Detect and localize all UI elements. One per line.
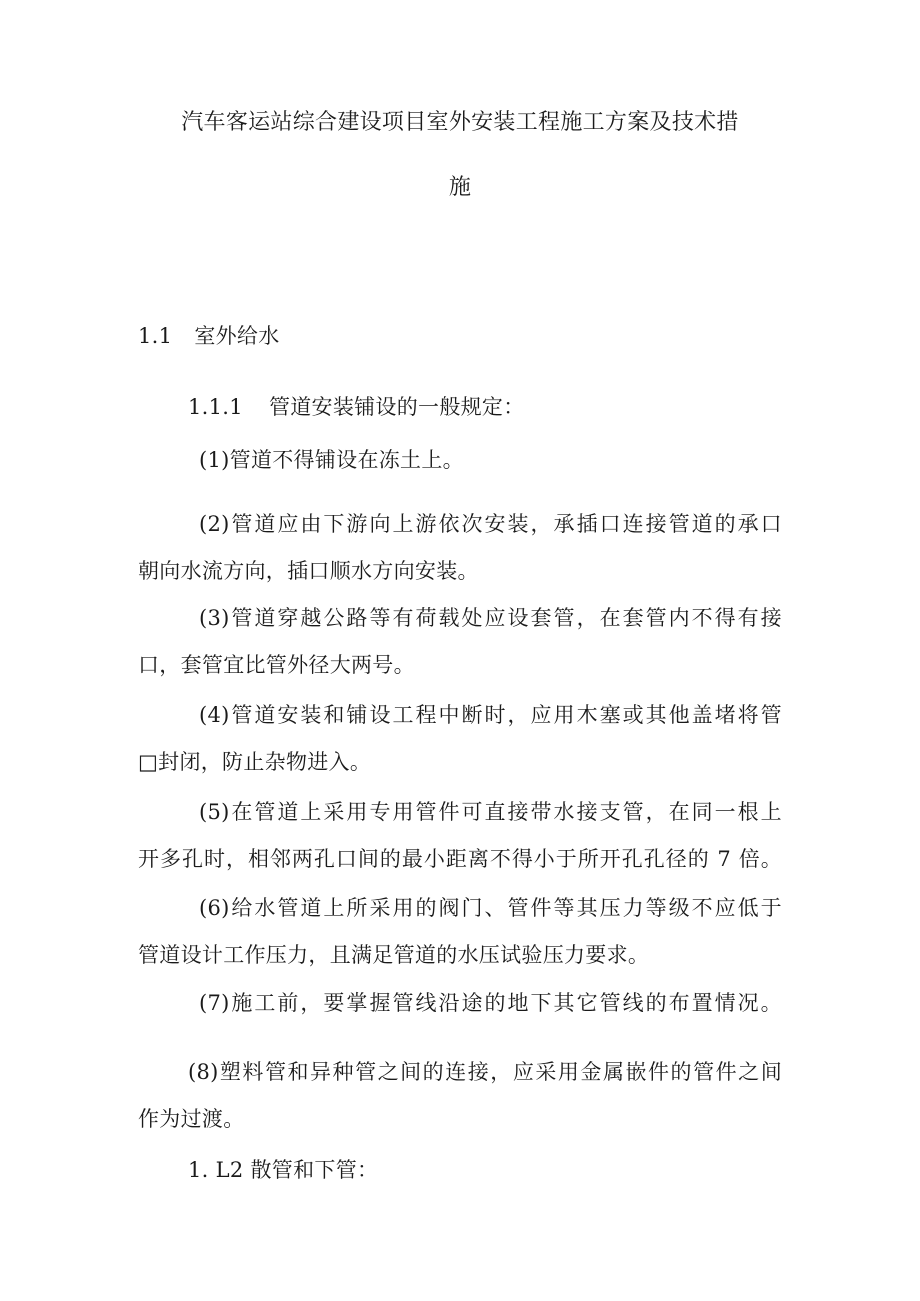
subsection-number: 1.1.1 <box>188 395 243 419</box>
next-heading: 1. L2 散管和下管： <box>188 1158 379 1182</box>
item-8-line-2: 作为过渡。 <box>138 1107 245 1131</box>
item-2-line-2: 朝向水流方向，插口顺水方向安装。 <box>138 559 479 583</box>
item-3-line-1: (3)管道穿越公路等有荷载处应设套管，在套管内不得有接 <box>199 606 782 630</box>
item-5-line-2: 开多孔时，相邻两孔口间的最小距离不得小于所开孔孔径的 7 倍。 <box>138 847 782 871</box>
section-title: 室外给水 <box>194 324 280 348</box>
item-2-line-1: (2)管道应由下游向上游依次安装，承插口连接管道的承口 <box>199 512 782 536</box>
subsection-title: 管道安装铺设的一般规定： <box>268 395 525 419</box>
item-3-line-2: 口，套管宜比管外径大两号。 <box>138 653 415 677</box>
item-8-line-1: (8)塑料管和异种管之间的连接，应采用金属嵌件的管件之间 <box>188 1060 782 1084</box>
document-title-line-2: 施 <box>448 175 472 200</box>
item-4-line-1: (4)管道安装和铺设工程中断时，应用木塞或其他盖堵将管 <box>199 703 782 727</box>
section-heading <box>138 322 280 350</box>
item-4-line-2: □封闭，防止杂物进入。 <box>138 750 372 774</box>
subsection-heading <box>188 393 525 421</box>
item-7-line-1: (7)施工前，要掌握管线沿途的地下其它管线的布置情况。 <box>199 991 782 1015</box>
section-number: 1.1 <box>138 324 173 348</box>
item-6-line-2: 管道设计工作压力，且满足管道的水压试验压力要求。 <box>138 943 650 967</box>
item-6-line-1: (6)给水管道上所采用的阀门、管件等其压力等级不应低于 <box>199 896 782 920</box>
document-title-line-1: 汽车客运站综合建设项目室外安装工程施工方案及技术措 <box>181 110 739 135</box>
item-1-line-1: (1)管道不得铺设在冻土上。 <box>199 448 464 472</box>
item-5-line-1: (5)在管道上采用专用管件可直接带水接支管，在同一根上 <box>199 800 782 824</box>
